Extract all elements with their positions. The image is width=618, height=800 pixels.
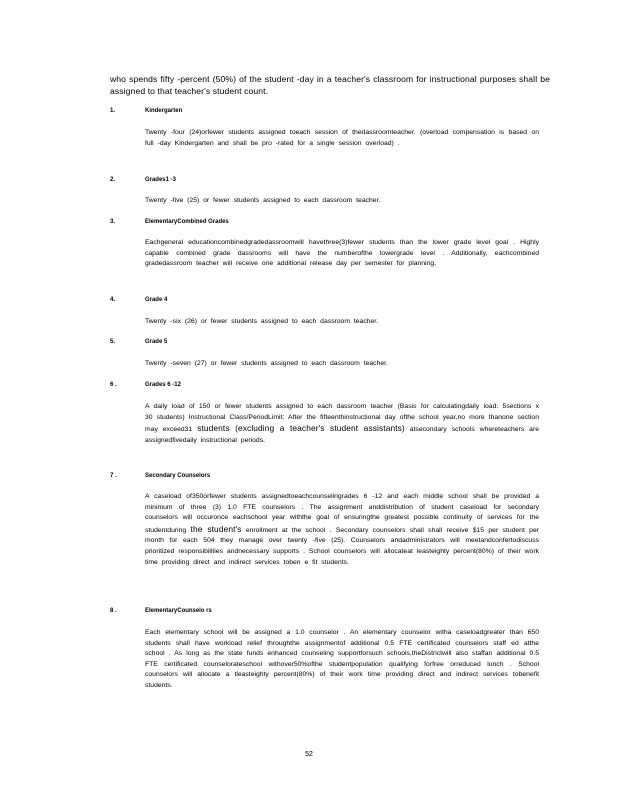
item-body: Twenty -six (26) or fewer students assigned to each dassroom teacher. xyxy=(145,318,379,325)
item-number: 6 . xyxy=(110,381,117,388)
item-number: 8 . xyxy=(110,607,117,614)
item-body-emphasis: the student's xyxy=(190,523,242,534)
item-heading: ElementaryCombined Grades xyxy=(145,218,229,225)
item-body-part: atsecondary schools whereteachers are assignedfivedaily instructional periods. xyxy=(145,426,540,444)
item-heading: ElementaryCounselo rs xyxy=(145,607,212,614)
item-body-emphasis: students (excluding a teacher's student assistants) xyxy=(197,423,405,434)
item-heading: Grades 6 -12 xyxy=(145,381,181,388)
item-number: 5. xyxy=(110,338,116,345)
item-body: Twenty -five (25) or fewer students assigned to each dassroom teacher. xyxy=(145,197,381,204)
item-number: 2. xyxy=(110,176,116,183)
item-heading: Secondary Counselors xyxy=(145,472,211,479)
item-body: Twenty -four (24)orfewer students assigned toeach session of thedassroomteacher. (overload compensation is based on full -day Kindergarten and shall be pro -rated for a single session overload) . xyxy=(145,129,539,147)
item-heading: Grade 5 xyxy=(145,338,168,345)
item-heading: Kindergarten xyxy=(145,107,183,114)
item-number: 3. xyxy=(110,218,116,225)
item-number: 4. xyxy=(110,296,116,303)
item-body: Twenty -seven (27) or fewer students assigned to each dassroom teacher. xyxy=(145,360,388,367)
item-heading: Grade 4 xyxy=(145,296,168,303)
item-body xyxy=(145,492,539,568)
item-body: Eachgeneral educationcombinedgradedassroomwill havethree(3)fewer students than the lower grade level goal . Highly capable combined grade dassrooms will have the numberofthe lowergrade level . Additionally, eachcombined gradedassroom teacher will receive one additional release day per semester for planning. xyxy=(145,239,539,268)
intro-paragraph: who spends fifty -percent (50%) of the student -day in a teacher's classroom for instructional purposes shall be assigned to that teacher's student count. xyxy=(110,74,550,96)
item-body-part: enrollment at the school . Secondary counselors shall shall receive $15 per student per month for each 504 they manage over twenty -five (25). Counselors andadministrators will meetandconfertodiscuss prioritized responsibilities andnecessary supports . School counselors will allocateat leasteighty percent(80%) of their work time providing direct and indirect services toben e fit students. xyxy=(145,526,539,566)
item-body-part: A daily load of 150 or fewer students assigned to each dassroom teacher (Basis for calculatingdaily load: 5sections x 30 students) Instructional Class/PeriodLimit: After the fifteenthinstructional day ofthe school year,no more thanone section may exceed31 xyxy=(145,403,539,434)
item-body-part: A caseload of350orfewer students assignedtoeachcounselingrades 6 -12 and each middle school shall be provided a minimum of three (3) 1.0 FTE counselors . The assignment anddistribution of student caseload for secondary counselors will occuronce eachschool year withthe goal of ensuringthe greatest possible continuity of services for the studentduring xyxy=(145,493,539,534)
item-body xyxy=(145,402,539,446)
item-heading: Grades1 -3 xyxy=(145,176,176,183)
item-number: 7 . xyxy=(110,472,117,479)
item-number: 1. xyxy=(110,107,116,114)
item-body: Each elementary school will be assigned a 1.0 counselor . An elementary counselor witha caseloadgreater than 650 students shall have workload relief throughthe assignmentof additional 0.5 FTE certificated counselors staff ed atthe school . As long as the state funds enhanced counseling supportforsuch schools,theDistrictwill also staffan additional 0.5 FTE certificated counselorateschool withover50%ofthe studentpopulation qualifying forfree orreduced lunch . School counselors will allocate a tleasteighty percent(80%) of their work time providing direct and indirect services tobenefit students. xyxy=(145,629,539,689)
page-number: 52 xyxy=(305,751,313,758)
